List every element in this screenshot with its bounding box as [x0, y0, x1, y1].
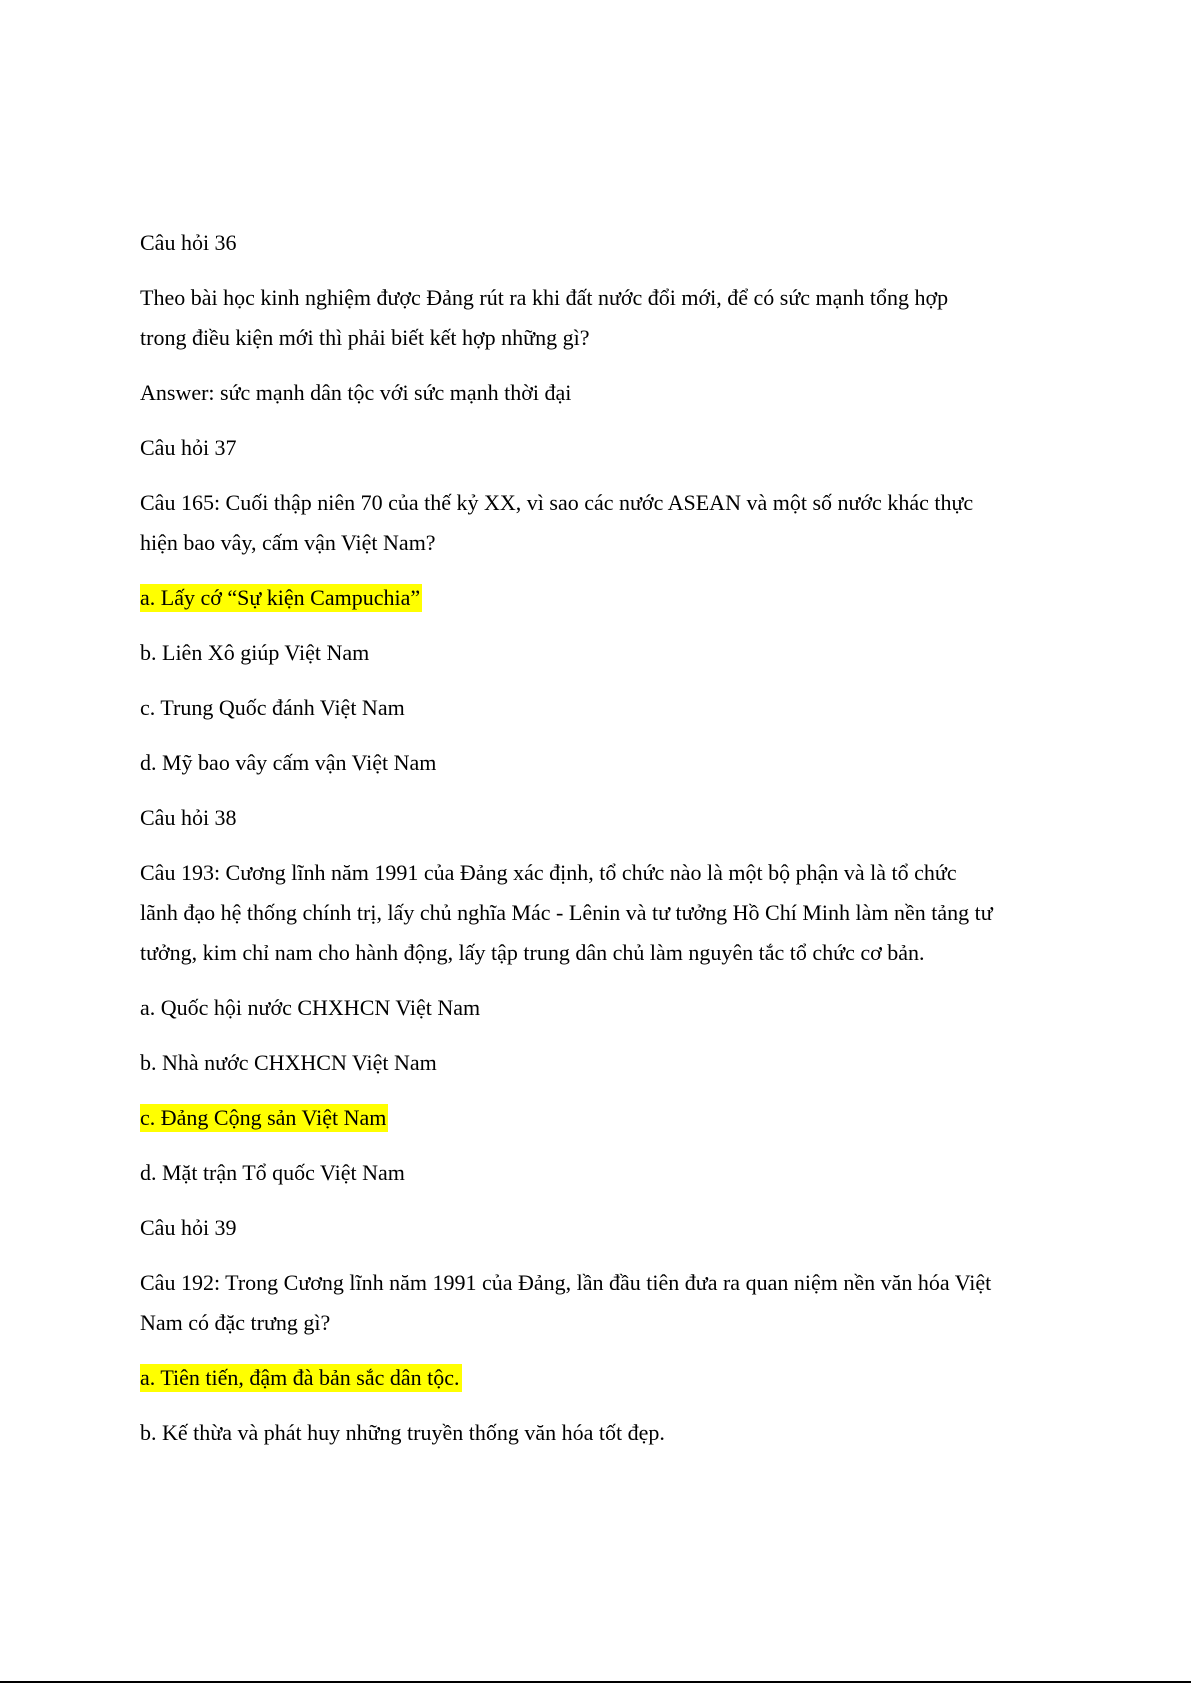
option-37-d: d. Mỹ bao vây cấm vận Việt Nam [140, 750, 437, 775]
question-text-39-line1: Câu 192: Trong Cương lĩnh năm 1991 của Đảng, lần đầu tiên đưa ra quan niệm nền văn hóa Việt [140, 1270, 992, 1295]
option-38-b: b. Nhà nước CHXHCN Việt Nam [140, 1050, 437, 1075]
question-heading-36: Câu hỏi 36 [140, 230, 237, 255]
question-text-36-line2: trong điều kiện mới thì phải biết kết hợp những gì? [140, 325, 590, 350]
question-text-37-line2: hiện bao vây, cấm vận Việt Nam? [140, 530, 436, 555]
highlighted-answer-38: c. Đảng Cộng sản Việt Nam [140, 1105, 387, 1130]
option-38-a: a. Quốc hội nước CHXHCN Việt Nam [140, 995, 481, 1020]
option-37-c: c. Trung Quốc đánh Việt Nam [140, 695, 405, 720]
question-text-39-line2: Nam có đặc trưng gì? [140, 1310, 331, 1335]
option-39-b: b. Kế thừa và phát huy những truyền thống văn hóa tốt đẹp. [140, 1420, 665, 1445]
answer-36: Answer: sức mạnh dân tộc với sức mạnh thời đại [140, 380, 572, 405]
option-37-a [140, 583, 422, 613]
question-heading-39: Câu hỏi 39 [140, 1215, 237, 1240]
question-text-36-line1: Theo bài học kinh nghiệm được Đảng rút ra khi đất nước đổi mới, để có sức mạnh tổng hợp [140, 285, 949, 310]
question-heading-37: Câu hỏi 37 [140, 435, 237, 460]
question-text-38-line2: lãnh đạo hệ thống chính trị, lấy chủ nghĩa Mác - Lênin và tư tưởng Hồ Chí Minh làm nền tảng tư [140, 900, 993, 925]
question-heading-38: Câu hỏi 38 [140, 805, 237, 830]
highlighted-answer-39: a. Tiên tiến, đậm đà bản sắc dân tộc. [140, 1365, 460, 1390]
highlighted-answer-37: a. Lấy cớ “Sự kiện Campuchia” [140, 585, 421, 610]
question-text-38-line3: tưởng, kim chỉ nam cho hành động, lấy tập trung dân chủ làm nguyên tắc tổ chức cơ bản. [140, 940, 925, 965]
question-text-38-line1: Câu 193: Cương lĩnh năm 1991 của Đảng xác định, tổ chức nào là một bộ phận và là tổ chức [140, 860, 957, 885]
question-text-37-line1: Câu 165: Cuối thập niên 70 của thế kỷ XX, vì sao các nước ASEAN và một số nước khác thực [140, 490, 974, 515]
option-38-d: d. Mặt trận Tổ quốc Việt Nam [140, 1160, 405, 1185]
option-37-b: b. Liên Xô giúp Việt Nam [140, 640, 370, 665]
option-38-c [140, 1103, 388, 1133]
option-39-a [140, 1363, 462, 1393]
page-bottom-rule [0, 1681, 1191, 1683]
